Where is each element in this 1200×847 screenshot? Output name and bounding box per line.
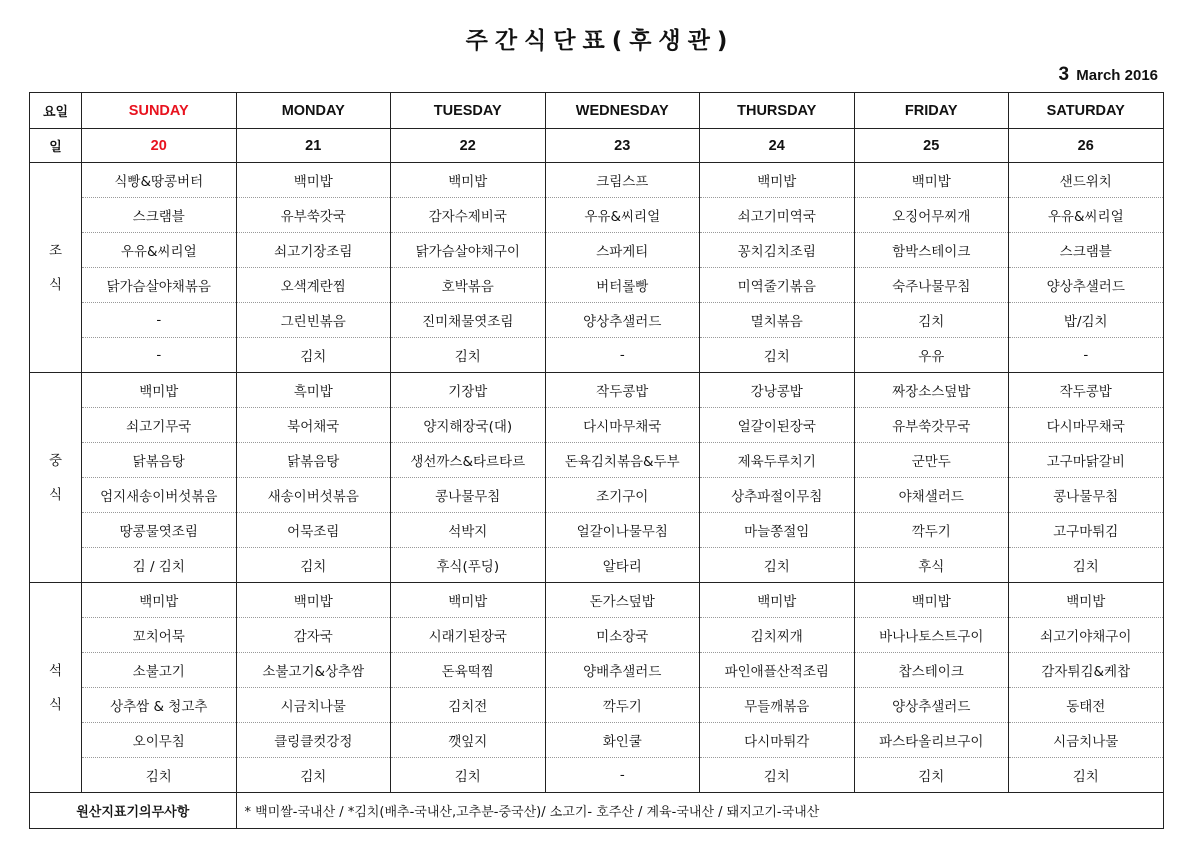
menu-item: 감자튀김&케찹 [1009, 653, 1164, 688]
menu-item: 유부쑥갓국 [236, 198, 391, 233]
menu-item: 숙주나물무침 [854, 268, 1009, 303]
origin-notice-row [30, 793, 1164, 829]
dinner-row [30, 618, 1164, 653]
menu-item: 무들깨볶음 [700, 688, 855, 723]
menu-item: 김치 [391, 758, 546, 793]
breakfast-row [30, 233, 1164, 268]
menu-item: 백미밥 [854, 583, 1009, 618]
menu-item: 파스타올리브구이 [854, 723, 1009, 758]
menu-item: 깍두기 [545, 688, 700, 723]
menu-item: 다시마튀각 [700, 723, 855, 758]
menu-item: 돈육떡찜 [391, 653, 546, 688]
menu-item: 닭볶음탕 [82, 443, 237, 478]
date-saturday: 26 [1009, 129, 1164, 163]
menu-item: 김치 [391, 338, 546, 373]
menu-item: 기장밥 [391, 373, 546, 408]
weekday-sunday: SUNDAY [82, 93, 237, 129]
menu-item: 시금치나물 [236, 688, 391, 723]
menu-item: 백미밥 [391, 583, 546, 618]
date-month-year: March 2016 [1076, 67, 1158, 84]
menu-item: 돈가스덮밥 [545, 583, 700, 618]
menu-item: 호박볶음 [391, 268, 546, 303]
menu-item: 샌드위치 [1009, 163, 1164, 198]
lunch-row [30, 548, 1164, 583]
menu-item: 버터롤빵 [545, 268, 700, 303]
lunch-label-char: 중 [48, 452, 63, 469]
menu-item: 김치 [854, 303, 1009, 338]
menu-item: 김치찌개 [700, 618, 855, 653]
origin-notice-label: 원산지표기의무사항 [30, 793, 237, 829]
menu-item: 백미밥 [82, 583, 237, 618]
menu-item: 꼬치어묵 [82, 618, 237, 653]
date-monday: 21 [236, 129, 391, 163]
weekday-monday: MONDAY [236, 93, 391, 129]
menu-item: 백미밥 [82, 373, 237, 408]
menu-item: 깻잎지 [391, 723, 546, 758]
menu-item: 백미밥 [391, 163, 546, 198]
menu-item: 백미밥 [236, 583, 391, 618]
menu-item: 새송이버섯볶음 [236, 478, 391, 513]
breakfast-row [30, 268, 1164, 303]
menu-item: 조기구이 [545, 478, 700, 513]
date-wednesday: 23 [545, 129, 700, 163]
menu-item: 김치 [700, 548, 855, 583]
menu-item: 미소장국 [545, 618, 700, 653]
menu-item: 알타리 [545, 548, 700, 583]
menu-item: 백미밥 [1009, 583, 1164, 618]
menu-item: 쇠고기야채구이 [1009, 618, 1164, 653]
menu-item: 김 / 김치 [82, 548, 237, 583]
menu-item: 군만두 [854, 443, 1009, 478]
dinner-row [30, 653, 1164, 688]
breakfast-label-char: 조 [48, 242, 63, 259]
menu-item: 닭가슴살야채볶음 [82, 268, 237, 303]
menu-item: 백미밥 [700, 583, 855, 618]
dinner-row [30, 688, 1164, 723]
menu-item: 닭가슴살야채구이 [391, 233, 546, 268]
menu-item: 제육두루치기 [700, 443, 855, 478]
menu-item: 김치 [236, 548, 391, 583]
menu-item: 엄지새송이버섯볶음 [82, 478, 237, 513]
date-row-label: 일 [30, 129, 82, 163]
menu-item: 양배추샐러드 [545, 653, 700, 688]
date-thursday: 24 [700, 129, 855, 163]
menu-item: 상추쌈 & 청고추 [82, 688, 237, 723]
menu-item: 쇠고기장조림 [236, 233, 391, 268]
menu-item: 시금치나물 [1009, 723, 1164, 758]
lunch-row [30, 443, 1164, 478]
menu-item: 우유 [854, 338, 1009, 373]
menu-item: 닭볶음탕 [236, 443, 391, 478]
dinner-label [30, 583, 82, 793]
menu-item: 짜장소스덮밥 [854, 373, 1009, 408]
weekday-header-row [30, 93, 1164, 129]
menu-item: 우유&씨리얼 [545, 198, 700, 233]
menu-item: 콩나물무침 [391, 478, 546, 513]
breakfast-row [30, 338, 1164, 373]
weekly-menu-table [29, 92, 1164, 829]
menu-item: 김치 [700, 758, 855, 793]
breakfast-row [30, 303, 1164, 338]
menu-item: 다시마무채국 [1009, 408, 1164, 443]
menu-item: 상추파절이무침 [700, 478, 855, 513]
breakfast-label-char: 식 [48, 276, 63, 293]
menu-item: 우유&씨리얼 [82, 233, 237, 268]
menu-item: 얼갈이된장국 [700, 408, 855, 443]
menu-item: 고구마튀김 [1009, 513, 1164, 548]
page-title: 주간식단표(후생관) [465, 28, 735, 54]
menu-item: 김치전 [391, 688, 546, 723]
menu-item: 작두콩밥 [1009, 373, 1164, 408]
menu-item: - [82, 338, 237, 373]
menu-item: 쇠고기미역국 [700, 198, 855, 233]
menu-item: 얼갈이나물무침 [545, 513, 700, 548]
menu-item: 석박지 [391, 513, 546, 548]
menu-item: 돈육김치볶음&두부 [545, 443, 700, 478]
menu-item: 어묵조림 [236, 513, 391, 548]
dinner-label-char: 석 [48, 662, 63, 679]
lunch-row [30, 513, 1164, 548]
menu-item: 미역줄기볶음 [700, 268, 855, 303]
menu-item: 감자수제비국 [391, 198, 546, 233]
menu-item: 식빵&땅콩버터 [82, 163, 237, 198]
menu-item: 김치 [1009, 758, 1164, 793]
date-row [30, 129, 1164, 163]
menu-item: 백미밥 [700, 163, 855, 198]
lunch-label-char: 식 [48, 486, 63, 503]
menu-item: 양지해장국(대) [391, 408, 546, 443]
menu-item: 찹스테이크 [854, 653, 1009, 688]
menu-item: 스크램블 [82, 198, 237, 233]
menu-item: 소불고기&상추쌈 [236, 653, 391, 688]
menu-item: 바나나토스트구이 [854, 618, 1009, 653]
menu-item: 그린빈볶음 [236, 303, 391, 338]
menu-item: 후식 [854, 548, 1009, 583]
menu-item: 김치 [82, 758, 237, 793]
menu-item: 멸치볶음 [700, 303, 855, 338]
menu-item: 백미밥 [236, 163, 391, 198]
breakfast-row [30, 163, 1164, 198]
menu-item: 함박스테이크 [854, 233, 1009, 268]
menu-item: 생선까스&타르타르 [391, 443, 546, 478]
menu-item: - [1009, 338, 1164, 373]
origin-notice-text: * 백미쌀-국내산 / *김치(배추-국내산,고추분-중국산)/ 소고기- 호주산 / 계육-국내산 / 돼지고기-국내산 [236, 793, 1163, 829]
menu-item: - [545, 758, 700, 793]
menu-item: 꽁치김치조림 [700, 233, 855, 268]
menu-item: 쇠고기무국 [82, 408, 237, 443]
menu-item: 김치 [236, 338, 391, 373]
menu-item: 야채샐러드 [854, 478, 1009, 513]
menu-item: 시래기된장국 [391, 618, 546, 653]
menu-item: 김치 [236, 758, 391, 793]
menu-item: 오이무침 [82, 723, 237, 758]
menu-item: 콩나물무침 [1009, 478, 1164, 513]
menu-item: 흑미밥 [236, 373, 391, 408]
menu-item: 스크램블 [1009, 233, 1164, 268]
weekday-wednesday: WEDNESDAY [545, 93, 700, 129]
menu-item: 감자국 [236, 618, 391, 653]
menu-item: 동태전 [1009, 688, 1164, 723]
dinner-row [30, 583, 1164, 618]
menu-item: 땅콩물엿조림 [82, 513, 237, 548]
menu-item: 마늘쫑절임 [700, 513, 855, 548]
menu-item: 양상추샐러드 [1009, 268, 1164, 303]
menu-item: 김치 [700, 338, 855, 373]
date-friday: 25 [854, 129, 1009, 163]
menu-item: 유부쑥갓무국 [854, 408, 1009, 443]
menu-item: 양상추샐러드 [854, 688, 1009, 723]
date-day: 3 [1058, 64, 1070, 85]
menu-item: 백미밥 [854, 163, 1009, 198]
lunch-row [30, 373, 1164, 408]
menu-item: 깍두기 [854, 513, 1009, 548]
weekday-tuesday: TUESDAY [391, 93, 546, 129]
weekday-friday: FRIDAY [854, 93, 1009, 129]
menu-item: 소불고기 [82, 653, 237, 688]
menu-item: 화인쿨 [545, 723, 700, 758]
breakfast-label [30, 163, 82, 373]
date-sunday: 20 [82, 129, 237, 163]
breakfast-row [30, 198, 1164, 233]
menu-item: 북어채국 [236, 408, 391, 443]
menu-item: 크림스프 [545, 163, 700, 198]
weekday-thursday: THURSDAY [700, 93, 855, 129]
menu-item: - [82, 303, 237, 338]
menu-item: 다시마무채국 [545, 408, 700, 443]
lunch-row [30, 408, 1164, 443]
menu-item: 김치 [1009, 548, 1164, 583]
menu-item: 오색계란찜 [236, 268, 391, 303]
menu-item: 고구마닭갈비 [1009, 443, 1164, 478]
menu-item: - [545, 338, 700, 373]
dinner-label-char: 식 [48, 696, 63, 713]
menu-item: 파인애플산적조림 [700, 653, 855, 688]
weekday-saturday: SATURDAY [1009, 93, 1164, 129]
menu-date [1059, 64, 1158, 86]
menu-item: 양상추샐러드 [545, 303, 700, 338]
menu-item: 우유&씨리얼 [1009, 198, 1164, 233]
menu-item: 스파게티 [545, 233, 700, 268]
menu-item: 진미채물엿조림 [391, 303, 546, 338]
menu-item: 밥/김치 [1009, 303, 1164, 338]
menu-item: 후식(푸딩) [391, 548, 546, 583]
menu-item: 작두콩밥 [545, 373, 700, 408]
date-tuesday: 22 [391, 129, 546, 163]
menu-item: 오징어무찌개 [854, 198, 1009, 233]
lunch-label [30, 373, 82, 583]
menu-item: 클링클컷강정 [236, 723, 391, 758]
lunch-row [30, 478, 1164, 513]
dinner-row [30, 723, 1164, 758]
weekday-header-label: 요일 [30, 93, 82, 129]
dinner-row [30, 758, 1164, 793]
menu-item: 김치 [854, 758, 1009, 793]
menu-item: 강낭콩밥 [700, 373, 855, 408]
